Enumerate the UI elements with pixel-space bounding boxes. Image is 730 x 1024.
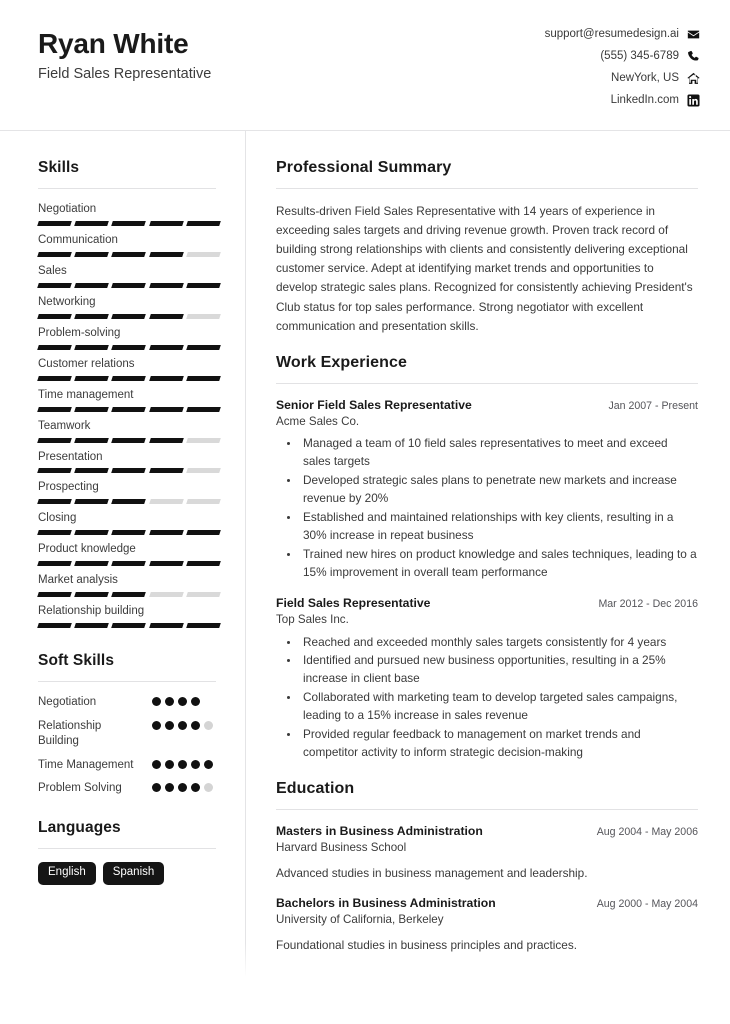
skill-item bbox=[38, 419, 216, 443]
skill-bar-segment bbox=[112, 407, 147, 412]
skill-level-bar bbox=[38, 221, 220, 226]
skill-bar-segment bbox=[74, 623, 109, 628]
skill-bar-segment bbox=[74, 499, 109, 504]
phone-icon bbox=[687, 50, 700, 63]
education-entry bbox=[276, 895, 698, 954]
skill-bar-segment bbox=[186, 468, 221, 473]
skill-label: Market analysis bbox=[38, 574, 118, 587]
education-description: Foundational studies in business principles and practices. bbox=[276, 937, 577, 952]
skill-bar-segment bbox=[112, 345, 147, 350]
skill-bar-segment bbox=[74, 376, 109, 381]
skill-bar-segment bbox=[149, 407, 184, 412]
section-divider bbox=[38, 188, 216, 189]
home-icon bbox=[687, 72, 700, 85]
sidebar bbox=[0, 131, 246, 972]
skill-bar-segment bbox=[74, 530, 109, 535]
skill-bar-segment bbox=[37, 221, 72, 226]
skill-bar-segment bbox=[37, 438, 72, 443]
resume-body bbox=[0, 131, 730, 972]
rating-dot bbox=[165, 721, 174, 730]
job-title: Field Sales Representative bbox=[38, 66, 212, 83]
skill-bar-segment bbox=[149, 283, 184, 288]
soft-skills-list bbox=[38, 695, 216, 797]
experience-entry bbox=[276, 595, 698, 762]
soft-skills-section bbox=[38, 652, 216, 797]
main-content bbox=[246, 131, 730, 972]
list-item: • Reached and exceeded monthly sales targets consistently for 4 years bbox=[300, 634, 698, 652]
rating-dot bbox=[152, 783, 161, 792]
skill-level-bar bbox=[38, 407, 220, 412]
skill-bar-segment bbox=[37, 252, 72, 257]
summary-text: Results-driven Field Sales Representative with 14 years of experience in exceeding sales targets and driving revenue growth. Proven track record of building strong relationships with clients and consistently delivering exceptional customer service. Adept at identifying market trends and opportunities to develop strategic sales plans. Recognized for consistently achieving President's Club status for top sales performance. Strong negotiator with excellent communication and presentation skills. bbox=[276, 204, 693, 333]
skill-level-bar bbox=[38, 283, 220, 288]
languages-section bbox=[38, 819, 216, 885]
institution-name: Harvard Business School bbox=[276, 841, 407, 855]
skill-level-bar bbox=[38, 530, 220, 535]
soft-skill-rating bbox=[152, 719, 216, 730]
contact-block bbox=[545, 24, 700, 116]
skill-item bbox=[38, 573, 216, 597]
list-item: • Managed a team of 10 field sales representatives to meet and exceed sales targets bbox=[300, 435, 698, 471]
section-divider bbox=[276, 188, 698, 189]
skill-label: Networking bbox=[38, 295, 96, 308]
contact-text: LinkedIn.com bbox=[610, 93, 679, 106]
skill-bar-segment bbox=[74, 345, 109, 350]
skill-item bbox=[38, 202, 216, 226]
soft-skill-label: Negotiation bbox=[38, 696, 97, 709]
skill-item bbox=[38, 357, 216, 381]
rating-dot bbox=[152, 697, 161, 706]
skill-bar-segment bbox=[112, 376, 147, 381]
skill-bar-segment bbox=[112, 468, 147, 473]
skill-bar-segment bbox=[149, 376, 184, 381]
linkedin-icon bbox=[687, 94, 700, 107]
skill-level-bar bbox=[38, 561, 220, 566]
skill-level-bar bbox=[38, 468, 220, 473]
education-description: Advanced studies in business management and leadership. bbox=[276, 865, 588, 880]
soft-skill-label: Problem Solving bbox=[38, 782, 122, 795]
rating-dot bbox=[165, 783, 174, 792]
skill-bar-segment bbox=[37, 376, 72, 381]
skill-bar-segment bbox=[186, 561, 221, 566]
skill-bar-segment bbox=[37, 499, 72, 504]
skills-heading: Skills bbox=[38, 159, 80, 176]
list-item: • Provided regular feedback to management on market trends and competitor activity to inform strategic decision-making bbox=[300, 726, 698, 762]
skill-level-bar bbox=[38, 438, 220, 443]
experience-heading: Work Experience bbox=[276, 353, 408, 371]
skill-label: Negotiation bbox=[38, 203, 97, 215]
skill-bar-segment bbox=[112, 252, 147, 257]
section-divider bbox=[38, 681, 216, 682]
rating-dot bbox=[178, 721, 187, 730]
job-position-title: Field Sales Representative bbox=[276, 595, 431, 610]
soft-skill-rating bbox=[152, 695, 216, 706]
contact-text: support@resumedesign.ai bbox=[544, 27, 679, 40]
resume-header bbox=[0, 0, 730, 131]
rating-dot bbox=[204, 783, 213, 792]
section-divider bbox=[276, 383, 698, 384]
skill-item bbox=[38, 264, 216, 288]
institution-name: University of California, Berkeley bbox=[276, 913, 444, 927]
page-title: Ryan White bbox=[38, 28, 189, 59]
rating-dot bbox=[178, 697, 187, 706]
skill-bar-segment bbox=[186, 407, 221, 412]
skill-bar-segment bbox=[112, 592, 147, 597]
section-divider bbox=[38, 848, 216, 849]
skill-level-bar bbox=[38, 623, 220, 628]
rating-dot bbox=[152, 760, 161, 769]
skill-label: Presentation bbox=[38, 450, 103, 463]
skill-bar-segment bbox=[37, 530, 72, 535]
skill-bar-segment bbox=[149, 252, 184, 257]
skill-bar-segment bbox=[112, 561, 147, 566]
education-date-range: Aug 2004 - May 2006 bbox=[596, 825, 698, 838]
skill-label: Relationship building bbox=[38, 605, 145, 618]
section-divider bbox=[276, 809, 698, 810]
skill-label: Customer relations bbox=[38, 357, 135, 370]
soft-skill-label: Time Management bbox=[38, 758, 134, 771]
skill-item bbox=[38, 480, 216, 504]
soft-skill-rating bbox=[152, 758, 216, 769]
skill-bar-segment bbox=[186, 283, 221, 288]
skill-bar-segment bbox=[37, 407, 72, 412]
experience-entry bbox=[276, 397, 698, 582]
entry-header bbox=[276, 397, 698, 413]
skill-item bbox=[38, 542, 216, 566]
list-item: • Established and maintained relationships with key clients, resulting in a 30% increase in repeat business bbox=[300, 509, 698, 545]
soft-skill-label: Relationship Building bbox=[38, 719, 102, 748]
skill-bar-segment bbox=[37, 468, 72, 473]
skill-bar-segment bbox=[186, 438, 221, 443]
skill-bar-segment bbox=[112, 499, 147, 504]
skill-bar-segment bbox=[186, 592, 221, 597]
rating-dot bbox=[204, 760, 213, 769]
rating-dot bbox=[165, 697, 174, 706]
skill-label: Teamwork bbox=[38, 419, 91, 432]
skill-item bbox=[38, 295, 216, 319]
skill-bar-segment bbox=[149, 345, 184, 350]
skill-bar-segment bbox=[149, 468, 184, 473]
rating-dot bbox=[152, 721, 161, 730]
list-item: • Trained new hires on product knowledge and sales techniques, leading to a 15% improvement in overall team performance bbox=[300, 546, 698, 582]
rating-dot bbox=[191, 697, 200, 706]
skill-bar-segment bbox=[74, 252, 109, 257]
contact-text: NewYork, US bbox=[611, 71, 679, 84]
skills-list bbox=[38, 202, 216, 628]
entry-header bbox=[276, 595, 698, 611]
skill-bar-segment bbox=[37, 345, 72, 350]
job-position-title: Senior Field Sales Representative bbox=[276, 397, 472, 412]
skill-bar-segment bbox=[149, 561, 184, 566]
soft-skills-heading: Soft Skills bbox=[38, 652, 115, 670]
skill-item bbox=[38, 388, 216, 412]
envelope-icon bbox=[687, 28, 700, 41]
skill-bar-segment bbox=[149, 592, 184, 597]
skill-bar-segment bbox=[149, 314, 184, 319]
degree-title: Bachelors in Business Administration bbox=[276, 895, 496, 910]
skill-bar-segment bbox=[37, 561, 72, 566]
skill-bar-segment bbox=[74, 314, 109, 319]
skill-level-bar bbox=[38, 314, 220, 319]
skill-bar-segment bbox=[186, 376, 221, 381]
soft-skill-rating bbox=[152, 781, 216, 792]
skill-level-bar bbox=[38, 252, 220, 257]
skill-item bbox=[38, 326, 216, 350]
soft-skill-item bbox=[38, 758, 216, 774]
skill-label: Closing bbox=[38, 512, 77, 525]
skill-bar-segment bbox=[74, 592, 109, 597]
skill-bar-segment bbox=[37, 283, 72, 288]
job-date-range: Mar 2012 - Dec 2016 bbox=[598, 597, 698, 610]
education-date-range: Aug 2000 - May 2004 bbox=[596, 897, 698, 910]
education-list bbox=[276, 823, 698, 954]
experience-list bbox=[276, 397, 698, 762]
skill-bar-segment bbox=[149, 623, 184, 628]
skill-bar-segment bbox=[186, 314, 221, 319]
languages-list bbox=[38, 862, 216, 885]
language-tag[interactable]: Spanish bbox=[103, 862, 165, 885]
skill-bar-segment bbox=[74, 468, 109, 473]
education-heading: Education bbox=[276, 779, 355, 797]
skill-level-bar bbox=[38, 499, 220, 504]
soft-skill-item bbox=[38, 719, 216, 750]
soft-skill-item bbox=[38, 781, 216, 797]
contact-row[interactable] bbox=[545, 28, 700, 41]
skill-label: Product knowledge bbox=[38, 543, 136, 556]
skill-bar-segment bbox=[149, 438, 184, 443]
rating-dot bbox=[178, 783, 187, 792]
skill-item bbox=[38, 450, 216, 474]
employer-name: Top Sales Inc. bbox=[276, 613, 349, 627]
skill-bar-segment bbox=[112, 221, 147, 226]
job-date-range: Jan 2007 - Present bbox=[608, 399, 698, 412]
contact-text: (555) 345-6789 bbox=[600, 49, 679, 62]
experience-section bbox=[276, 354, 698, 762]
soft-skill-item bbox=[38, 695, 216, 711]
contact-row[interactable] bbox=[545, 72, 700, 85]
languages-heading: Languages bbox=[38, 818, 121, 836]
contact-row[interactable] bbox=[545, 50, 700, 63]
skill-label: Problem-solving bbox=[38, 326, 121, 339]
skill-bar-segment bbox=[186, 499, 221, 504]
summary-heading: Professional Summary bbox=[276, 159, 452, 176]
responsibility-list bbox=[276, 435, 698, 581]
skill-bar-segment bbox=[37, 314, 72, 319]
language-tag[interactable]: English bbox=[38, 862, 96, 885]
skill-label: Sales bbox=[38, 264, 67, 277]
skill-bar-segment bbox=[74, 407, 109, 412]
skill-label: Communication bbox=[38, 233, 118, 246]
responsibility-list bbox=[276, 634, 698, 762]
contact-row[interactable] bbox=[545, 94, 700, 107]
rating-dot bbox=[191, 783, 200, 792]
skill-bar-segment bbox=[37, 592, 72, 597]
skill-bar-segment bbox=[112, 314, 147, 319]
skill-bar-segment bbox=[186, 623, 221, 628]
skill-bar-segment bbox=[74, 438, 109, 443]
list-item: • Identified and pursued new business opportunities, resulting in a 25% increase in client base bbox=[300, 652, 698, 688]
skill-bar-segment bbox=[74, 221, 109, 226]
skill-bar-segment bbox=[186, 530, 221, 535]
rating-dot bbox=[204, 721, 213, 730]
skill-bar-segment bbox=[112, 623, 147, 628]
summary-section bbox=[276, 159, 698, 336]
employer-name: Acme Sales Co. bbox=[276, 415, 360, 429]
skill-item bbox=[38, 511, 216, 535]
skill-item bbox=[38, 604, 216, 628]
identity-block bbox=[38, 24, 211, 82]
skills-section bbox=[38, 159, 216, 628]
skill-bar-segment bbox=[149, 221, 184, 226]
education-entry bbox=[276, 823, 698, 882]
skill-item bbox=[38, 233, 216, 257]
entry-header bbox=[276, 823, 698, 839]
skill-bar-segment bbox=[186, 345, 221, 350]
degree-title: Masters in Business Administration bbox=[276, 823, 483, 838]
skill-level-bar bbox=[38, 376, 220, 381]
skill-label: Time management bbox=[38, 388, 134, 401]
skill-bar-segment bbox=[149, 530, 184, 535]
skill-bar-segment bbox=[149, 499, 184, 504]
skill-bar-segment bbox=[74, 283, 109, 288]
rating-dot bbox=[165, 760, 174, 769]
skill-level-bar bbox=[38, 592, 220, 597]
rating-dot bbox=[191, 760, 200, 769]
skill-bar-segment bbox=[74, 561, 109, 566]
skill-level-bar bbox=[38, 345, 220, 350]
entry-header bbox=[276, 895, 698, 911]
skill-bar-segment bbox=[186, 221, 221, 226]
skill-bar-segment bbox=[37, 623, 72, 628]
skill-label: Prospecting bbox=[38, 481, 99, 494]
skill-bar-segment bbox=[112, 530, 147, 535]
education-section bbox=[276, 780, 698, 954]
rating-dot bbox=[191, 721, 200, 730]
skill-bar-segment bbox=[112, 438, 147, 443]
rating-dot bbox=[178, 760, 187, 769]
skill-bar-segment bbox=[186, 252, 221, 257]
list-item: • Developed strategic sales plans to penetrate new markets and increase revenue by 20% bbox=[300, 472, 698, 508]
skill-bar-segment bbox=[112, 283, 147, 288]
list-item: • Collaborated with marketing team to develop targeted sales campaigns, leading to a 15% increase in sales revenue bbox=[300, 689, 698, 725]
